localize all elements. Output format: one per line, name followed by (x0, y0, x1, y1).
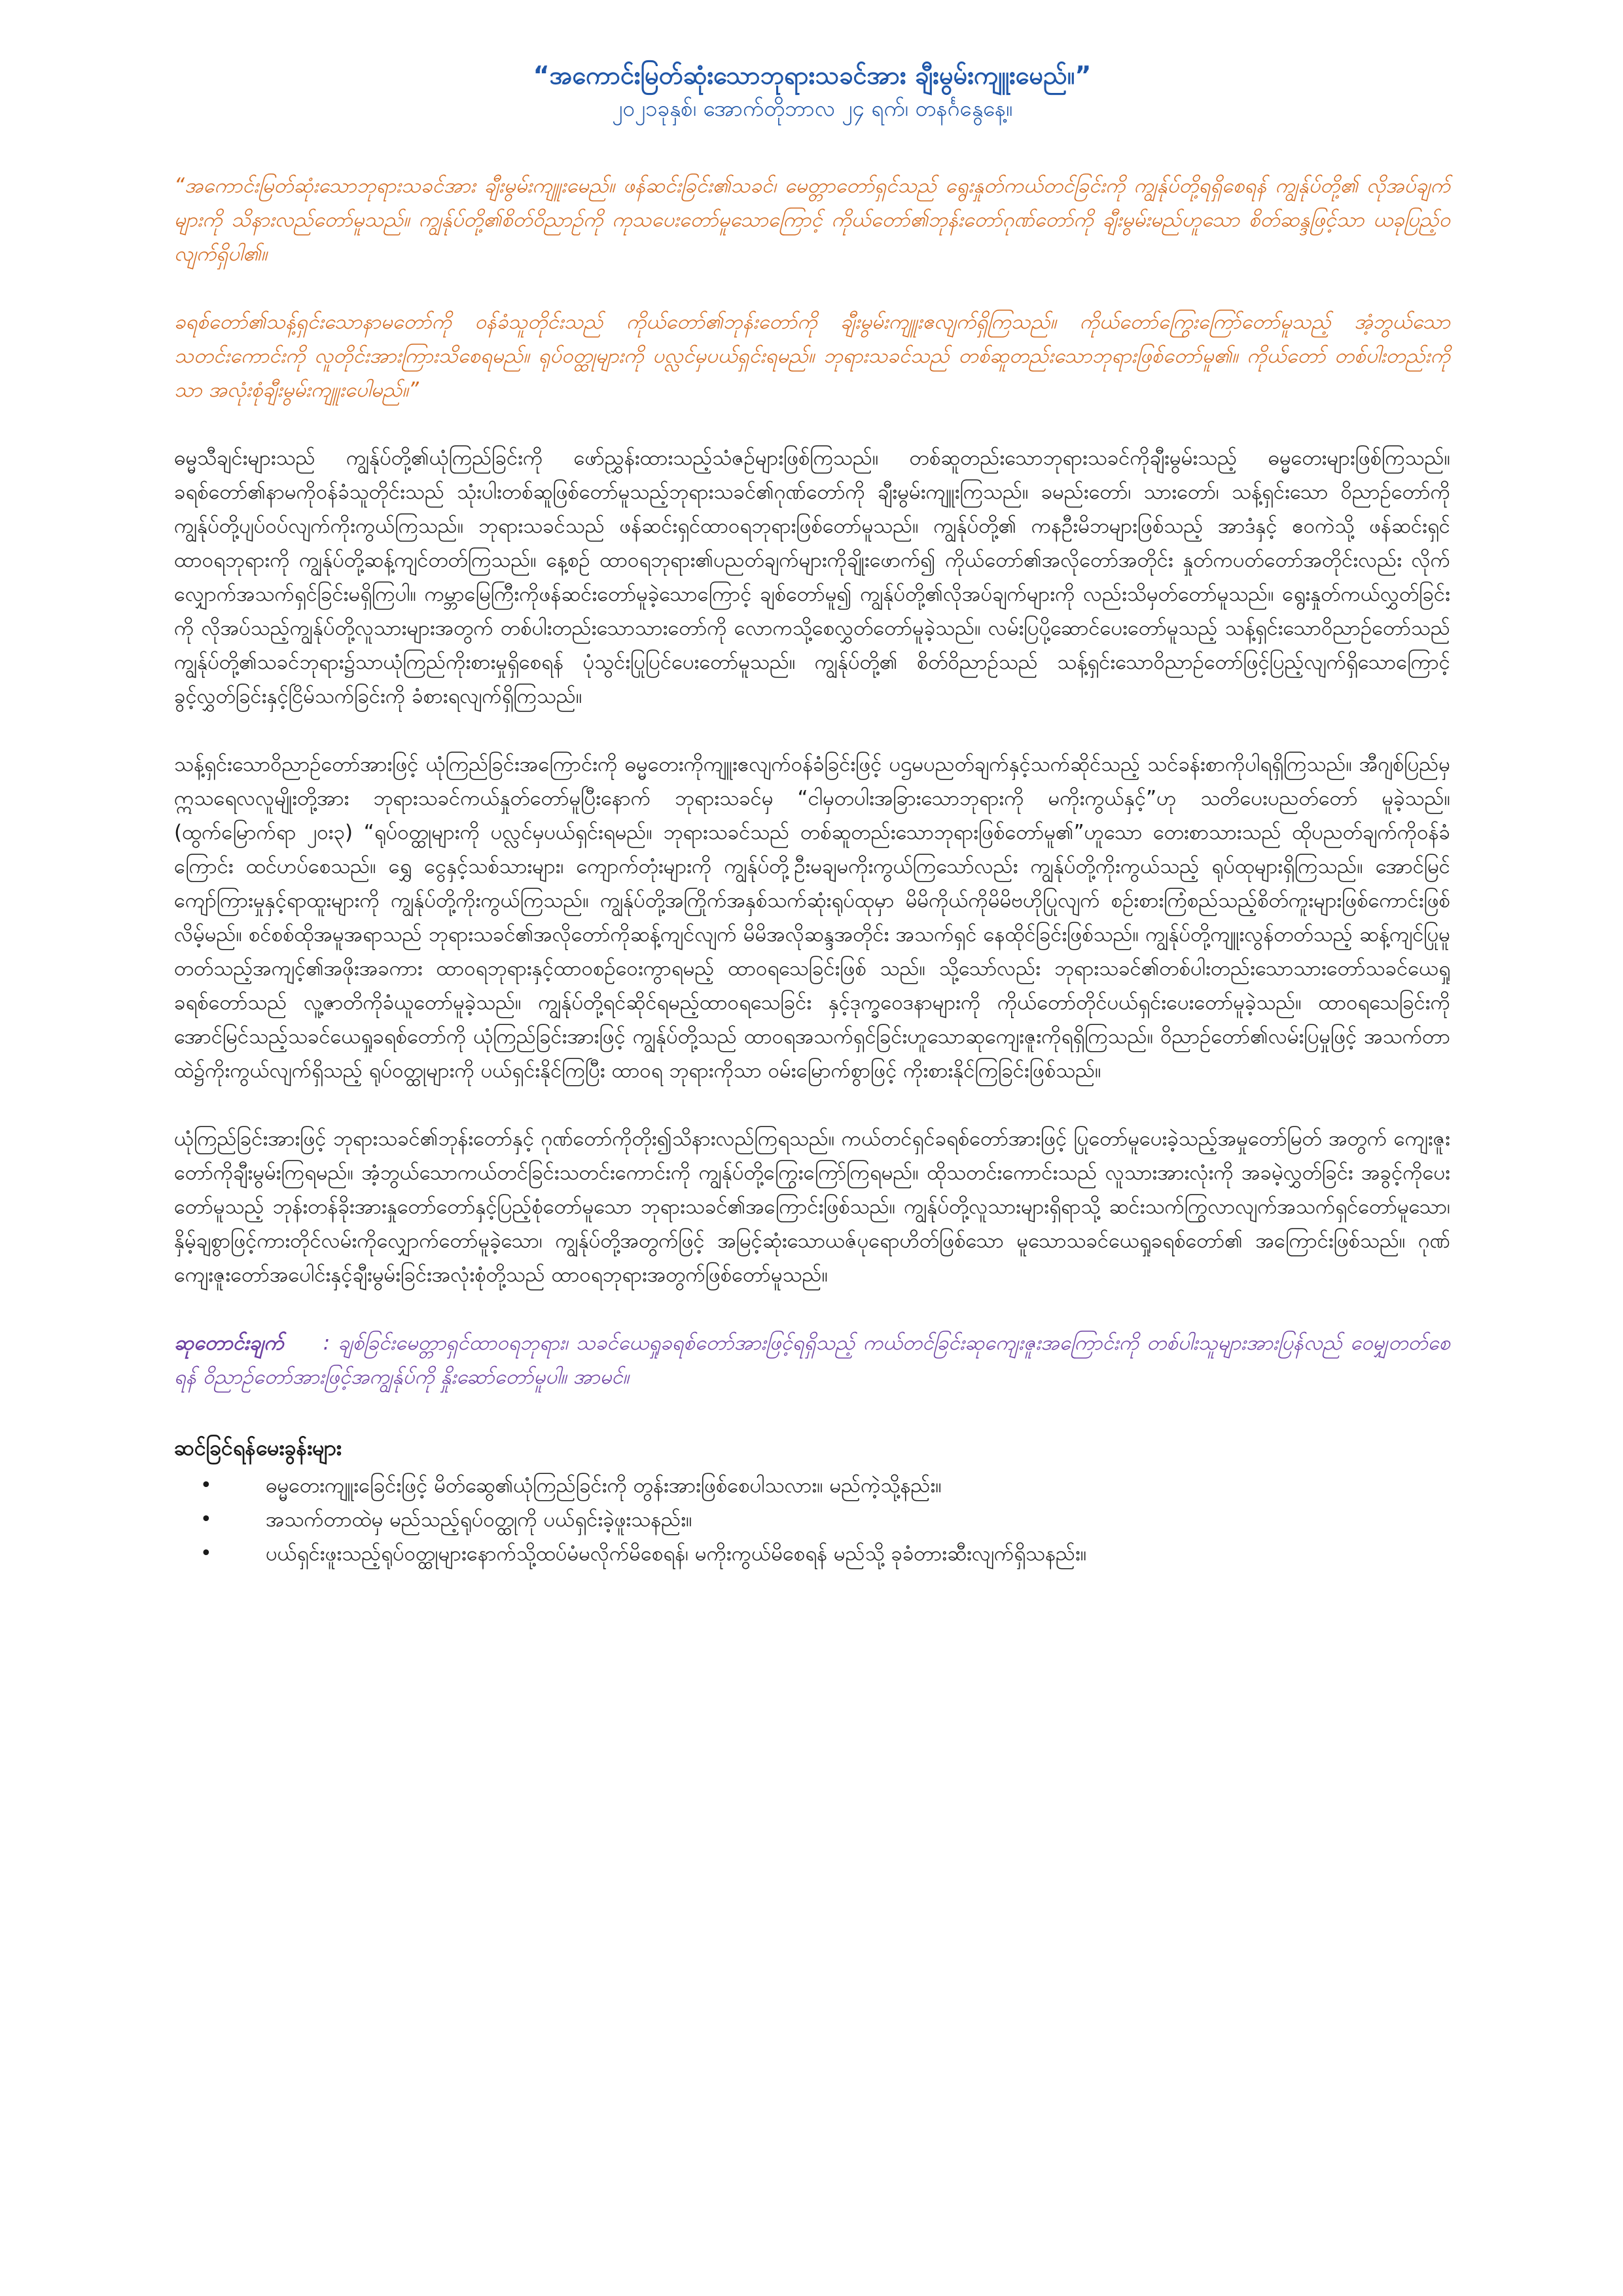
question-text: အသက်တာထဲမှ မည်သည့်ရုပ်ဝတ္ထုကို ပယ်ရှင်းခဲ့ဖူးသနည်း။ (266, 1508, 692, 1532)
body-paragraph: ဓမ္မသီချင်းများသည် ကျွန်ုပ်တို့၏ယုံကြည်ခြင်းကို ဖော်ညွှန်းထားသည့်သံဇဉ်များဖြစ်ကြသည်။ တစ်ဆူတည်းသောဘုရားသခင်ကိုချီးမွမ်းသည့် ဓမ္မတေးများဖြစ်ကြသည်။ ခရစ်တော်၏နာမကိုဝန်ခံသူတိုင်းသည် သုံးပါးတစ်ဆူဖြစ်တော်မူသည့်ဘုရားသခင်၏ဂုဏ်တော်ကို ချီးမွမ်းကျူးကြသည်။ ခမည်းတော်၊ သားတော်၊ သန့်ရှင်းသော ဝိညာဉ်တော်ကို ကျွန်ုပ်တို့ပျပ်ဝပ်လျက်ကိုးကွယ်ကြသည်။ ဘုရားသခင်သည် ဖန်ဆင်းရှင်ထာဝရဘုရားဖြစ်တော်မူသည်။ ကျွန်ုပ်တို့၏ ကနဦးမိဘများဖြစ်သည့် အာဒံနှင့် ဧဝကဲသို့ ဖန်ဆင်းရှင်ထာဝရဘုရားကို ကျွန်ုပ်တို့ဆန့်ကျင်တတ်ကြသည်။ နေ့စဉ် ထာဝရဘုရား၏ပညတ်ချက်များကိုချိုးဖောက်၍ ကိုယ်တော်၏အလိုတော်အတိုင်း နှုတ်ကပတ်တော်အတိုင်းလည်း လိုက်လျှောက်အသက်ရှင်ခြင်းမရှိကြပါ။ ကမ္ဘာမြေကြီးကိုဖန်ဆင်းတော်မူခဲ့သောကြောင့် ချစ်တော်မူ၍ ကျွန်ုပ်တို့၏လိုအပ်ချက်များကို လည်းသိမှတ်တော်မူသည်။ ရွေးနှုတ်ကယ်လွှတ်ခြင်းကို လိုအပ်သည့်ကျွန်ုပ်တို့လူသားများအတွက် တစ်ပါးတည်းသောသားတော်ကို လောကသို့စေလွှတ်တော်မူခဲ့သည်။ လမ်းပြပို့ဆောင်ပေးတော်မူသည့် သန့်ရှင်းသောဝိညာဉ်တော်သည် ကျွန်ုပ်တို့၏သခင်ဘုရား၌သာယုံကြည်ကိုးစားမှုရှိစေရန် ပုံသွင်းပြုပြင်ပေးတော်မူသည်။ ကျွန်ုပ်တို့၏ စိတ်ဝိညာဉ်သည် သန့်ရှင်းသောဝိညာဉ်တော်ဖြင့်ပြည့်လျက်ရှိသောကြောင့် ခွင့်လွှတ်ခြင်းနှင့်ငြိမ်သက်ခြင်းကို ခံစားရလျက်ရှိကြသည်။ (174, 446, 1450, 708)
prayer-text: : ချစ်ခြင်းမေတ္တာရှင်ထာဝရဘုရား၊ သခင်ယေရှုခရစ်တော်အားဖြင့်ရရှိသည့် ကယ်တင်ခြင်းဆုကျေးဇူးအကြောင်းကို တစ်ပါးသူများအားပြန်လည် ဝေမျှတတ်စေရန် ဝိညာဉ်တော်အားဖြင့်အကျွန်ုပ်ကို နှိုးဆော်တော်မူပါ။ အာမင်။ (174, 1331, 1450, 1389)
question-text: ဓမ္မတေးကျူးခြေင်းဖြင့် မိတ်ဆွေ၏ယုံကြည်ခြင်းကို တွန်းအားဖြစ်စေပါသလား။ မည်ကဲ့သို့နည်း။ (266, 1474, 942, 1498)
prayer-label: ဆုတောင်းချက် (174, 1331, 284, 1355)
reflection-questions (174, 1431, 1450, 1571)
opening-quote-paragraph: ခရစ်တော်၏သန့်ရှင်းသောနာမတော်ကို ဝန်ခံသူတိုင်းသည် ကိုယ်တော်၏ဘုန်းတော်ကို ချီးမွမ်းကျူးဧလျက်ရှိကြသည်။ ကိုယ်တော်ကြွေးကြော်တော်မူသည့် အံ့ဘွယ်သော သတင်းကောင်းကို လူတိုင်းအားကြားသိစေရမည်။ ရုပ်ဝတ္ထုများကို ပလ္လင်မှပယ်ရှင်းရမည်။ ဘုရားသခင်သည် တစ်ဆူတည်းသောဘုရားဖြစ်တော်မူ၏။ ကိုယ်တော် တစ်ပါးတည်းကိုသာ အလုံးစုံချီးမွမ်းကျူးပေါမည်။” (174, 310, 1450, 402)
question-text: ပယ်ရှင်းဖူးသည့်ရုပ်ဝတ္ထုများနောက်သို့ထပ်မံမလိုက်မိစေရန်၊ မကိုးကွယ်မိစေရန် မည်သို့ ခုခံတားဆီးလျက်ရှိသနည်း။ (266, 1542, 1087, 1566)
body-paragraph: ယုံကြည်ခြင်းအားဖြင့် ဘုရားသခင်၏ဘုန်းတော်နှင့် ဂုဏ်တော်ကိုတိုး၍သိနားလည်ကြရသည်။ ကယ်တင်ရှင်ခရစ်တော်အားဖြင့် ပြုတော်မူပေးခဲ့သည့်အမှုတော်မြတ် အတွက် ကျေးဇူးတော်ကိုချီးမွမ်းကြရမည်။ အံ့ဘွယ်သောကယ်တင်ခြင်းသတင်းကောင်းကို ကျွန်ုပ်တို့ကြွေးကြော်ကြရမည်။ ထိုသတင်းကောင်းသည် လူသားအားလုံးကို အခမဲ့လွှတ်ခြင်း အခွင့်ကိုပေးတော်မူသည့် ဘုန်းတန်ခိုးအားနှုတော်တော်နှင့်ပြည့်စုံတော်မူသော ဘုရားသခင်၏အကြောင်းဖြစ်သည်။ ကျွန်ုပ်တို့လူသားများရှိရာသို့ ဆင်းသက်ကြွလာလျက်အသက်ရှင်တော်မူသော၊ နှိမ့်ချစွာဖြင့်ကားတိုင်လမ်းကိုလျှောက်တော်မူခဲ့သော၊ ကျွန်ုပ်တို့အတွက်ဖြင့် အမြင့်ဆုံးသောယဇ်ပုရောဟိတ်ဖြစ်သော မူသောသခင်ယေရှုခရစ်တော်၏ အကြောင်းဖြစ်သည်။ ဂုဏ်ကျေးဇူးတော်အပေါင်းနှင့်ချီးမွမ်းခြင်းအလုံးစုံတို့သည် ထာဝရဘုရားအတွက်ဖြစ်တော်မူသည်။ (174, 1127, 1450, 1287)
questions-list (174, 1469, 1450, 1571)
opening-quote-paragraph: “အကောင်းမြတ်ဆုံးသောဘုရားသခင်အား ချီးမွမ်းကျူးမေည်။ ဖန်ဆင်းခြင်း၏သခင်၊ မေတ္တာတော်ရှင်သည် ရွေးနှုတ်ကယ်တင်ခြင်းကို ကျွန်ုပ်တို့ရရှိစေရန် ကျွန်ုပ်တို့၏ လိုအပ်ချက်များကို သိနားလည်တော်မူသည်။ ကျွန်ုပ်တို့၏စိတ်ဝိညာဉ်ကို ကုသပေးတော်မူသောကြောင့် ကိုယ်တော်၏ဘုန်းတော်ဂုဏ်တော်ကို ချီးမွမ်းမည်ဟူသော စိတ်ဆန္ဒဖြင့်သာ ယခုပြည့်ဝလျက်ရှိပါ၏။ (174, 174, 1450, 266)
document-date: ၂၀၂၁ခုနှစ်၊ အောက်တိုဘာလ ၂၄ ရက်၊ တနင်္ဂနွေနေ့။ (612, 96, 1012, 121)
list-item (200, 1503, 1450, 1537)
bullet-icon: • (200, 1508, 212, 1531)
document-page (174, 58, 1450, 1571)
body-paragraph: သန့်ရှင်းသောဝိညာဉ်တော်အားဖြင့် ယုံကြည်ခြင်းအကြောင်းကို ဓမ္မတေးကိုကျူးဧလျက်ဝန်ခံခြင်းဖြင့် ပဌမပညတ်ချက်နှင့်သက်ဆိုင်သည့် သင်ခန်းစာကိုပါရရှိကြသည်။ အီဂျစ်ပြည်မှ ဣသရေလလူမျိုးတို့အား ဘုရားသခင်ကယ်နှုတ်တော်မူပြီးနောက် ဘုရားသခင်မှ “ငါမှတပါးအခြားသောဘုရားကို မကိုးကွယ်နှင့်”ဟု သတိပေးပညတ်တော် မူခဲ့သည်။ (ထွက်မြောက်ရာ ၂၀း၃) “ရုပ်ဝတ္ထုများကို ပလ္လင်မှပယ်ရှင်းရမည်။ ဘုရားသခင်သည် တစ်ဆူတည်းသောဘုရားဖြစ်တော်မူ၏”ဟူသော တေးစာသားသည် ထိုပညတ်ချက်ကိုဝန်ခံကြောင်း ထင်ဟပ်စေသည်။ ရွှေ ငွေနှင့်သစ်သားများ၊ ကျောက်တုံးများကို ကျွန်ုပ်တို့ဦးမချမကိုးကွယ်ကြသော်လည်း ကျွန်ုပ်တို့ကိုးကွယ်သည့် ရုပ်ထုများရှိကြသည်။ အောင်မြင်ကျော်ကြားမှုနှင့်ရာထူးများကို ကျွန်ုပ်တို့ကိုးကွယ်ကြသည်။ ကျွန်ုပ်တို့အကြိုက်အနှစ်သက်ဆုံးရုပ်ထုမှာ မိမိကိုယ်ကိုမိမိဗဟိုပြုလျက် စဉ်းစားကြံစည်သည့်စိတ်ကူးများဖြစ်ကောင်းဖြစ်လိမ့်မည်။ စင်စစ်ထိုအမူအရာသည် ဘုရားသခင်၏အလိုတော်ကိုဆန့်ကျင်လျက် မိမိအလိုဆန္ဒအတိုင်း အသက်ရှင် နေထိုင်ခြင်းဖြစ်သည်။ ကျွန်ုပ်တို့ကျူးလွန်တတ်သည့် ဆန့်ကျင်ပြုမူတတ်သည့်အကျင့်၏အဖိုးအခကား ထာဝရဘုရားနှင့်ထာဝစဉ်ဝေးကွာရမည့် ထာဝရသေခြင်းဖြစ် သည်။ သို့သော်လည်း ဘုရားသခင်၏တစ်ပါးတည်းသောသားတော်သခင်ယေရှုခရစ်တော်သည် လူ့ဇာတိကိုခံယူတော်မူခဲ့သည်။ ကျွန်ုပ်တို့ရင်ဆိုင်ရမည့်ထာဝရသေခြင်း နှင့်ဒုက္ခဝေဒနာများကို ကိုယ်တော်တိုင်ပယ်ရှင်းပေးတော်မူခဲ့သည်။ ထာဝရသေခြင်းကို အောင်မြင်သည့်သခင်ယေရှုခရစ်တော်ကို ယုံကြည်ခြင်းအားဖြင့် ကျွန်ုပ်တို့သည် ထာဝရအသက်ရှင်ခြင်းဟူသောဆုကျေးဇူးကိုရရှိကြသည်။ ဝိညာဉ်တော်၏လမ်းပြမှုဖြင့် အသက်တာထဲ၌ကိုးကွယ်လျက်ရှိသည့် ရုပ်ဝတ္ထုများကို ပယ်ရှင်းနိုင်ကြပြီး ထာဝရ ဘုရားကိုသာ ဝမ်းမြောက်စွာဖြင့် ကိုးစားနိုင်ကြခြင်းဖြစ်သည်။ (174, 753, 1450, 1083)
list-item (200, 1537, 1450, 1571)
document-title: “အကောင်းမြတ်ဆုံးသောဘုရားသခင်အား ချီးမွမ်းကျူးမေည်။” (533, 61, 1092, 90)
bullet-icon: • (200, 1474, 212, 1497)
questions-heading: ဆင်ခြင်ရန်မေးခွန်းများ (174, 1435, 342, 1460)
list-item (200, 1469, 1450, 1503)
prayer-paragraph (174, 1326, 1450, 1394)
bullet-icon: • (200, 1542, 212, 1565)
